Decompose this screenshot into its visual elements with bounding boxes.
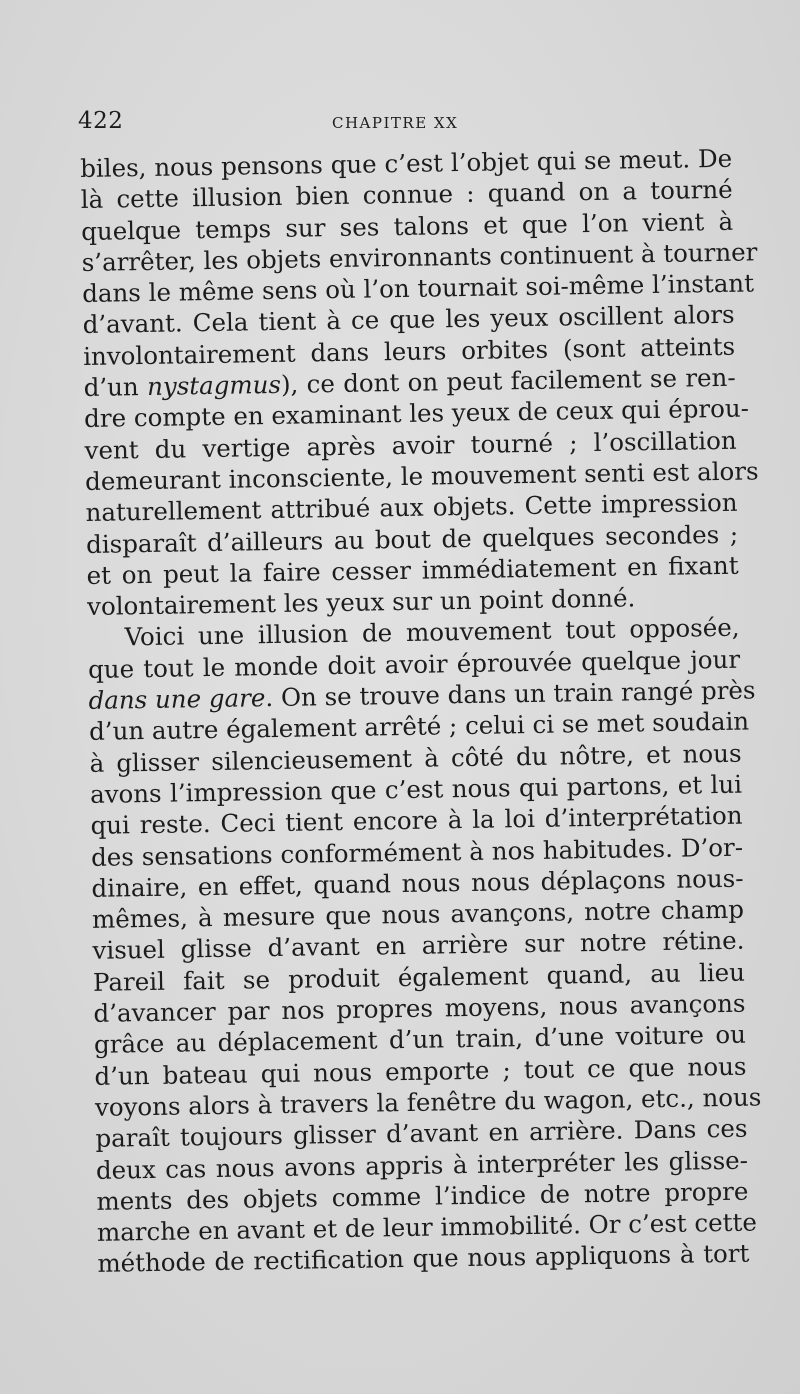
text-line: paraît toujours glisser d’avant en arrière. Dans ces [95,1113,748,1154]
italic-term: nystagmus [146,369,282,402]
text-line: dre compte en examinant les yeux de ceux qui éprou- [83,393,750,434]
page-header [78,108,728,142]
text-line: biles, nous pensons que c’est l’objet qui se meut. De [80,143,733,183]
page-number: 422 [78,108,124,134]
text-line: dans le même sens où l’on tournait soi-même l’instant [81,268,755,309]
text-line: quelque temps sur ses talons et que l’on vient à [80,206,734,246]
text-line: ments des objets comme l’indice de notre propre [96,1176,749,1216]
italic-term: dans une gare [88,683,266,715]
text-line: d’un autre également arrêté ; celui ci se met soudain [88,706,750,747]
text-line: d’un bateau qui nous emporte ; tout ce que nous [94,1051,747,1091]
text-line: naturellement attribué aux objets. Cette impression [85,487,738,528]
text-line: disparaît d’ailleurs au bout de quelques secondes ; [85,519,739,559]
text-line: d’avant. Cela tient à ce que les yeux oscillent alors [82,300,735,340]
text-segment: ), ce dont on peut facilement se ren- [280,362,736,399]
text-line: visuel glisse d’avant en arrière sur notre rétine. [92,926,745,966]
text-line: d’avancer par nos propres moyens, nous avançons [93,988,746,1028]
text-line: à glisser silencieusement à côté du nôtre, et nous [89,738,742,778]
text-segment: d’un [83,372,148,403]
text-segment: . On se trouve dans un train rangé près [265,675,756,713]
text-line: avons l’impression que c’est nous qui partons, et lui [89,769,743,809]
text-line: volontairement les yeux sur un point donné. [86,583,636,622]
text-line: Pareil fait se produit également quand, au lieu [92,957,746,997]
text-line: demeurant inconsciente, le mouvement senti est alors [84,456,759,496]
text-line: s’arrêter, les objets environnants continuent à tourner [81,237,758,277]
text-line: que tout le monde doit avoir éprouvée quelque jour [87,644,741,684]
text-line: marche en avant et de leur immobilité. Or c’est cette [96,1207,758,1247]
running-head: CHAPITRE XX [332,114,459,132]
text-line: voyons alors à travers la fenêtre du wagon, etc., nous [94,1082,762,1122]
body-text [80,143,762,1280]
text-line: là cette illusion bien connue : quand on a tourné [80,175,733,215]
text-line: et on peut la faire cesser immédiatement en fixant [86,550,739,590]
text-line: involontairement dans leurs orbites (sont atteints [82,331,736,371]
text-line: dinaire, en effet, quand nous nous déplaçons nous- [91,863,744,903]
text-line: mêmes, à mesure que nous avançons, notre champ [91,894,745,935]
text-line: vent du vertige après avoir tourné ; l’oscillation [84,425,737,465]
text-line: deux cas nous avons appris à interpréter les glisse- [95,1145,749,1185]
text-line: méthode de rectification que nous appliquons à tort [97,1239,750,1279]
text-line: des sensations conformément à nos habitudes. D’or- [90,832,744,872]
paragraph-start-line: Voici une illusion de mouvement tout opposée, [124,613,740,652]
text-line: grâce au déplacement d’un train, d’une voiture ou [93,1019,747,1060]
text-line: qui reste. Ceci tient encore à la loi d’interprétation [90,800,743,841]
